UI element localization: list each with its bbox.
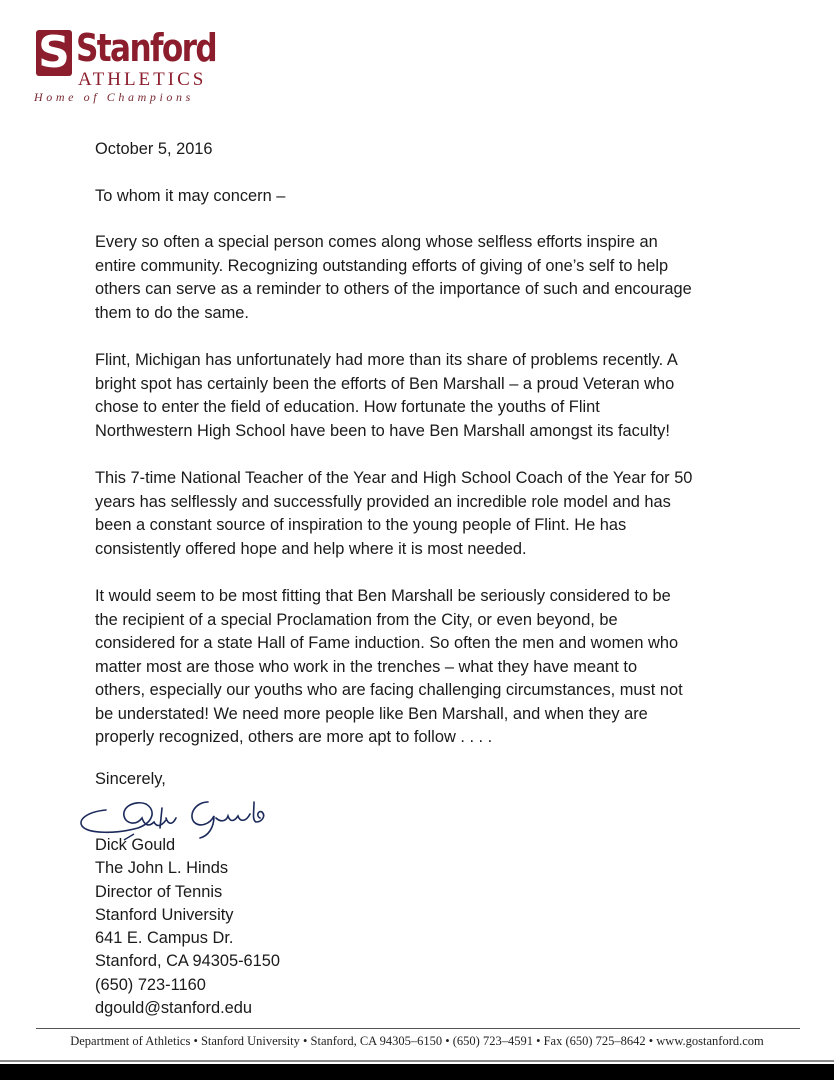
- paragraph-line: them to do the same.: [95, 303, 249, 322]
- signature-block: [95, 834, 280, 1020]
- signer-title-line: The John L. Hinds: [95, 859, 229, 878]
- logo-block-s: S: [36, 30, 72, 76]
- scan-edge-line: [0, 1060, 834, 1062]
- signer-city: Stanford, CA 94305-6150: [95, 952, 280, 971]
- letter-paragraph: [95, 585, 755, 750]
- paragraph-line: years has selflessly and successfully provided an incredible role model and has: [95, 492, 671, 511]
- letter-closing: Sincerely,: [95, 770, 166, 788]
- paragraph-line: chose to enter the field of education. How fortunate the youths of Flint: [95, 398, 600, 416]
- paragraph-line: considered for a state Hall of Fame induction. So often the men and women who: [95, 634, 679, 652]
- letter-paragraph: [95, 349, 755, 443]
- paragraph-line: others can serve as a reminder to others of the importance of such and encourage: [95, 280, 692, 298]
- footer-divider: [36, 1028, 800, 1029]
- logo-subtitle: ATHLETICS: [78, 69, 207, 90]
- paragraph-line: Every so often a special person comes along whose selfless efforts inspire an: [95, 233, 658, 251]
- signer-name: Dick Gould: [95, 836, 176, 854]
- letterhead-footer: Department of Athletics • Stanford University • Stanford, CA 94305–6150 • (650) 723–4591 • Fax (650) 725–8642 • www.gostanford.com: [70, 1034, 764, 1048]
- letter-body: [95, 138, 755, 774]
- paragraph-line: the recipient of a special Proclamation from the City, or even beyond, be: [95, 610, 618, 629]
- paragraph-line: entire community. Recognizing outstanding efforts of giving of one’s self to help: [95, 256, 669, 275]
- paragraph-line: properly recognized, others are more apt to follow . . . .: [95, 728, 493, 746]
- signer-phone: (650) 723-1160: [95, 975, 206, 994]
- signer-address: 641 E. Campus Dr.: [95, 929, 234, 948]
- paragraph-line: Northwestern High School have been to have Ben Marshall amongst its faculty!: [95, 421, 670, 440]
- signer-email[interactable]: dgould@stanford.edu: [95, 999, 252, 1018]
- paragraph-line: Flint, Michigan has unfortunately had more than its share of problems recently. A: [95, 351, 678, 369]
- logo-wordmark: Stanford: [76, 26, 217, 70]
- letter-greeting: To whom it may concern –: [95, 186, 286, 205]
- letter-date: October 5, 2016: [95, 140, 213, 158]
- paragraph-line: others, especially our youths who are facing challenging circumstances, must not: [95, 681, 683, 699]
- paragraph-line: matter most are those who work in the trenches – what they have meant to: [95, 657, 638, 676]
- paragraph-line: It would seem to be most fitting that Ben Marshall be seriously considered to be: [95, 587, 671, 605]
- paragraph-line: been a constant source of inspiration to the young people of Flint. He has: [95, 516, 627, 534]
- signer-organization: Stanford University: [95, 905, 234, 924]
- logo-tagline: Home of Champions: [34, 90, 194, 104]
- scan-edge-bar: [0, 1064, 834, 1080]
- paragraph-line: consistently offered hope and help where it is most needed.: [95, 539, 527, 558]
- stanford-athletics-logo: [34, 26, 217, 106]
- paragraph-line: bright spot has certainly been the efforts of Ben Marshall – a proud Veteran who: [95, 374, 675, 393]
- letter-paragraph: [95, 231, 755, 325]
- signer-title: Director of Tennis: [95, 882, 223, 901]
- letter-paragraph: [95, 467, 755, 561]
- paragraph-line: This 7-time National Teacher of the Year and High School Coach of the Year for 50: [95, 469, 693, 487]
- paragraph-line: be understated! We need more people like Ben Marshall, and when they are: [95, 704, 648, 723]
